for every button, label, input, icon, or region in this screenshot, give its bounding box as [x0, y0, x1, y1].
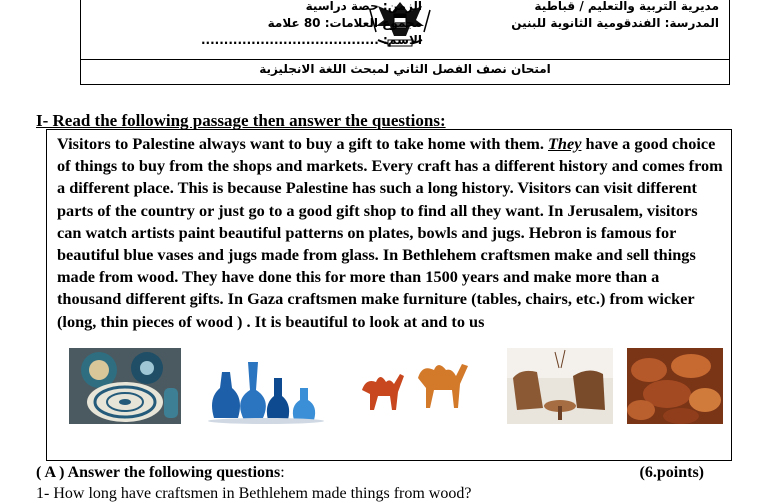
passage-emphasis: They [547, 134, 582, 153]
question-section-label: ( A ) Answer the following questions [36, 464, 281, 481]
header-right [511, 0, 719, 32]
header-left [201, 0, 422, 49]
question-header [36, 464, 716, 482]
question-section-colon: : [280, 464, 285, 481]
exam-title-box [80, 59, 730, 85]
craft-images-row [69, 348, 709, 424]
points-label: (6.points) [639, 464, 704, 481]
question-1: 1- How long have craftsmen in Bethlehem made things from wood? [36, 485, 472, 502]
time-line: الزمن: حصة دراسية [305, 0, 423, 13]
name-line: الاسم: ....................................... [201, 33, 423, 47]
wicker-chairs-image [507, 348, 613, 424]
wooden-camels-image [356, 348, 474, 424]
wooden-crafts-image [627, 348, 723, 424]
plates-image [69, 348, 181, 424]
passage-part2: have a good choice of things to buy from the shops and markets. Every craft has a different history and comes from a different place. This is because Palestine has such a long history. Visitors can visit different parts of the country or just go to a good gift shop to find all they want. In Jerusalem, visitors can watch artists paint beautiful patterns on plates, bowls and jugs. Hebron is famous for beautiful blue vases and jugs made from glass. In Bethlehem craftsmen make and sell things made from wood. They have done this for more than 1500 years and make more than a thousand different gifts. In Gaza craftsmen make furniture (tables, chairs, etc.) from wicker (long, thin pieces of wood ) . It is beautiful to look at and to us [57, 134, 723, 331]
passage-text [57, 133, 725, 333]
passage-box [46, 129, 732, 461]
directorate-line: مديرية التربية والتعليم / قباطية [534, 0, 719, 13]
header-box [80, 0, 730, 60]
total-marks-line: مجموع العلامات: 80 علامة [267, 16, 423, 30]
passage-part1: Visitors to Palestine always want to buy a gift to take home with them. [57, 134, 544, 153]
glass-vases-image [204, 348, 328, 424]
exam-title: امتحان نصف الفصل الثاني لمبحث اللغة الانجليزية [259, 62, 551, 76]
school-line: المدرسة: الفندقومية الثانوية للبنين [511, 16, 719, 30]
section-title: I- Read the following passage then answer the questions: [36, 111, 446, 130]
